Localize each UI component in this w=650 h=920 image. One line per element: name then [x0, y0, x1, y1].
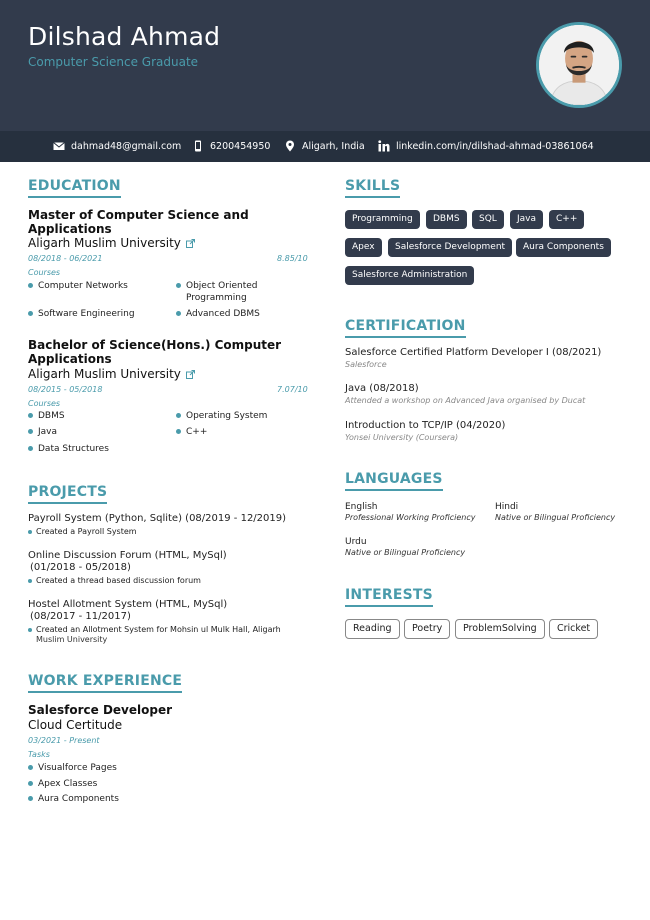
- edu2-course: Operating System: [176, 410, 267, 422]
- contact-phone[interactable]: [192, 140, 270, 152]
- interest-chip: Poetry: [404, 619, 450, 639]
- interest-chip: Cricket: [549, 619, 598, 639]
- edu2-course: DBMS: [28, 410, 65, 422]
- project3-desc-line1: Created an Allotment System for Mohsin ul Mulk Hall, Aligarh: [28, 625, 281, 635]
- edu1-degree-line1: Master of Computer Science and: [28, 208, 249, 222]
- external-link-icon: [186, 239, 195, 248]
- edu1-grade: 8.85/10: [277, 254, 308, 263]
- skill-chip: Salesforce Development: [388, 238, 512, 257]
- edu2-dates: 08/2015 - 05/2018: [28, 385, 103, 394]
- project2-desc: Created a thread based discussion forum: [28, 576, 201, 586]
- email-text: dahmad48@gmail.com: [71, 140, 182, 152]
- project3-desc-line2: Muslim University: [36, 635, 108, 644]
- phone-icon: [192, 140, 204, 152]
- edu1-course: Computer Networks: [28, 280, 128, 292]
- location-text: Aligarh, India: [302, 140, 365, 152]
- contact-location: [284, 140, 365, 152]
- work-heading: WORK EXPERIENCE: [28, 673, 182, 693]
- skills-heading: SKILLS: [345, 178, 400, 198]
- work-task: Aura Components: [28, 793, 119, 805]
- project1-name: Payroll System (Python, Sqlite) (08/2019 - 12/2019): [28, 513, 287, 524]
- cert3-desc: Yonsei University (Coursera): [345, 433, 459, 442]
- skill-chip: Salesforce Administration: [345, 266, 474, 285]
- edu1-degree-line2: Applications: [28, 222, 112, 236]
- edu2-course: Java: [28, 426, 57, 438]
- cert2-desc: Attended a workshop on Advanced Java organised by Ducat: [345, 396, 586, 405]
- work-task: Visualforce Pages: [28, 762, 117, 774]
- language-name: Hindi: [495, 502, 519, 512]
- edu2-course: C++: [176, 426, 207, 438]
- edu1-institution[interactable]: [28, 236, 195, 250]
- candidate-name: Dilshad Ahmad: [28, 22, 221, 51]
- contact-email[interactable]: [53, 140, 181, 152]
- work-role: Salesforce Developer: [28, 703, 173, 717]
- education-heading: EDUCATION: [28, 178, 121, 198]
- phone-text: 6200454950: [210, 140, 271, 152]
- work-tasks-label: Tasks: [28, 750, 50, 759]
- edu1-courses-label: Courses: [28, 268, 61, 277]
- profile-photo: [536, 22, 622, 108]
- project1-desc: Created a Payroll System: [28, 527, 137, 537]
- skill-chip: Aura Components: [516, 238, 611, 257]
- cert3-name: Introduction to TCP/IP (04/2020): [345, 420, 506, 431]
- skill-chip: Java: [510, 210, 543, 229]
- language-name: Urdu: [345, 537, 367, 547]
- edu1-course: Software Engineering: [28, 308, 135, 320]
- skill-chip: Programming: [345, 210, 420, 229]
- languages-heading: LANGUAGES: [345, 471, 443, 491]
- language-level: Native or Bilingual Proficiency: [495, 513, 616, 522]
- edu1-dates: 08/2018 - 06/2021: [28, 254, 103, 263]
- linkedin-icon: [378, 140, 390, 152]
- edu2-institution-text: Aligarh Muslim University: [28, 367, 181, 381]
- edu1-course-cont: Programming: [186, 293, 247, 303]
- certification-heading: CERTIFICATION: [345, 318, 466, 338]
- interests-heading: INTERESTS: [345, 587, 433, 607]
- candidate-subtitle: Computer Science Graduate: [28, 55, 199, 69]
- cert2-name: Java (08/2018): [345, 383, 419, 394]
- language-level: Professional Working Proficiency: [345, 513, 476, 522]
- edu2-degree-line2: Applications: [28, 352, 112, 366]
- header: [0, 0, 650, 131]
- edu1-course: Advanced DBMS: [176, 308, 260, 320]
- edu1-institution-text: Aligarh Muslim University: [28, 236, 181, 250]
- skill-chip: SQL: [472, 210, 504, 229]
- interest-chip: ProblemSolving: [455, 619, 545, 639]
- language-name: English: [345, 502, 378, 512]
- cert1-name: Salesforce Certified Platform Developer I (08/2021): [345, 347, 602, 358]
- skill-chip: C++: [549, 210, 584, 229]
- edu2-course: Data Structures: [28, 443, 109, 455]
- work-task: Apex Classes: [28, 778, 97, 790]
- contact-linkedin[interactable]: [378, 140, 594, 152]
- location-pin-icon: [284, 140, 296, 152]
- contact-bar: [0, 131, 650, 162]
- skill-chip: Apex: [345, 238, 382, 257]
- project2-name-line1: Online Discussion Forum (HTML, MySql): [28, 550, 227, 561]
- interest-chip: Reading: [345, 619, 400, 639]
- language-level: Native or Bilingual Proficiency: [345, 548, 466, 557]
- edu1-course: Object Oriented: [176, 280, 257, 292]
- project2-name-line2: (01/2018 - 05/2018): [30, 562, 131, 573]
- edu2-grade: 7.07/10: [277, 385, 308, 394]
- project3-name-line2: (08/2017 - 11/2017): [30, 611, 131, 622]
- skill-chip: DBMS: [426, 210, 467, 229]
- edu2-institution[interactable]: [28, 367, 195, 381]
- work-company: Cloud Certitude: [28, 718, 123, 732]
- edu2-degree-line1: Bachelor of Science(Hons.) Computer: [28, 338, 282, 352]
- project3-name-line1: Hostel Allotment System (HTML, MySql): [28, 599, 228, 610]
- cert1-desc: Salesforce: [345, 360, 387, 369]
- linkedin-text: linkedin.com/in/dilshad-ahmad-03861064: [396, 140, 594, 152]
- email-icon: [53, 140, 65, 152]
- external-link-icon: [186, 370, 195, 379]
- work-dates: 03/2021 - Present: [28, 736, 100, 745]
- edu2-courses-label: Courses: [28, 399, 61, 408]
- projects-heading: PROJECTS: [28, 484, 107, 504]
